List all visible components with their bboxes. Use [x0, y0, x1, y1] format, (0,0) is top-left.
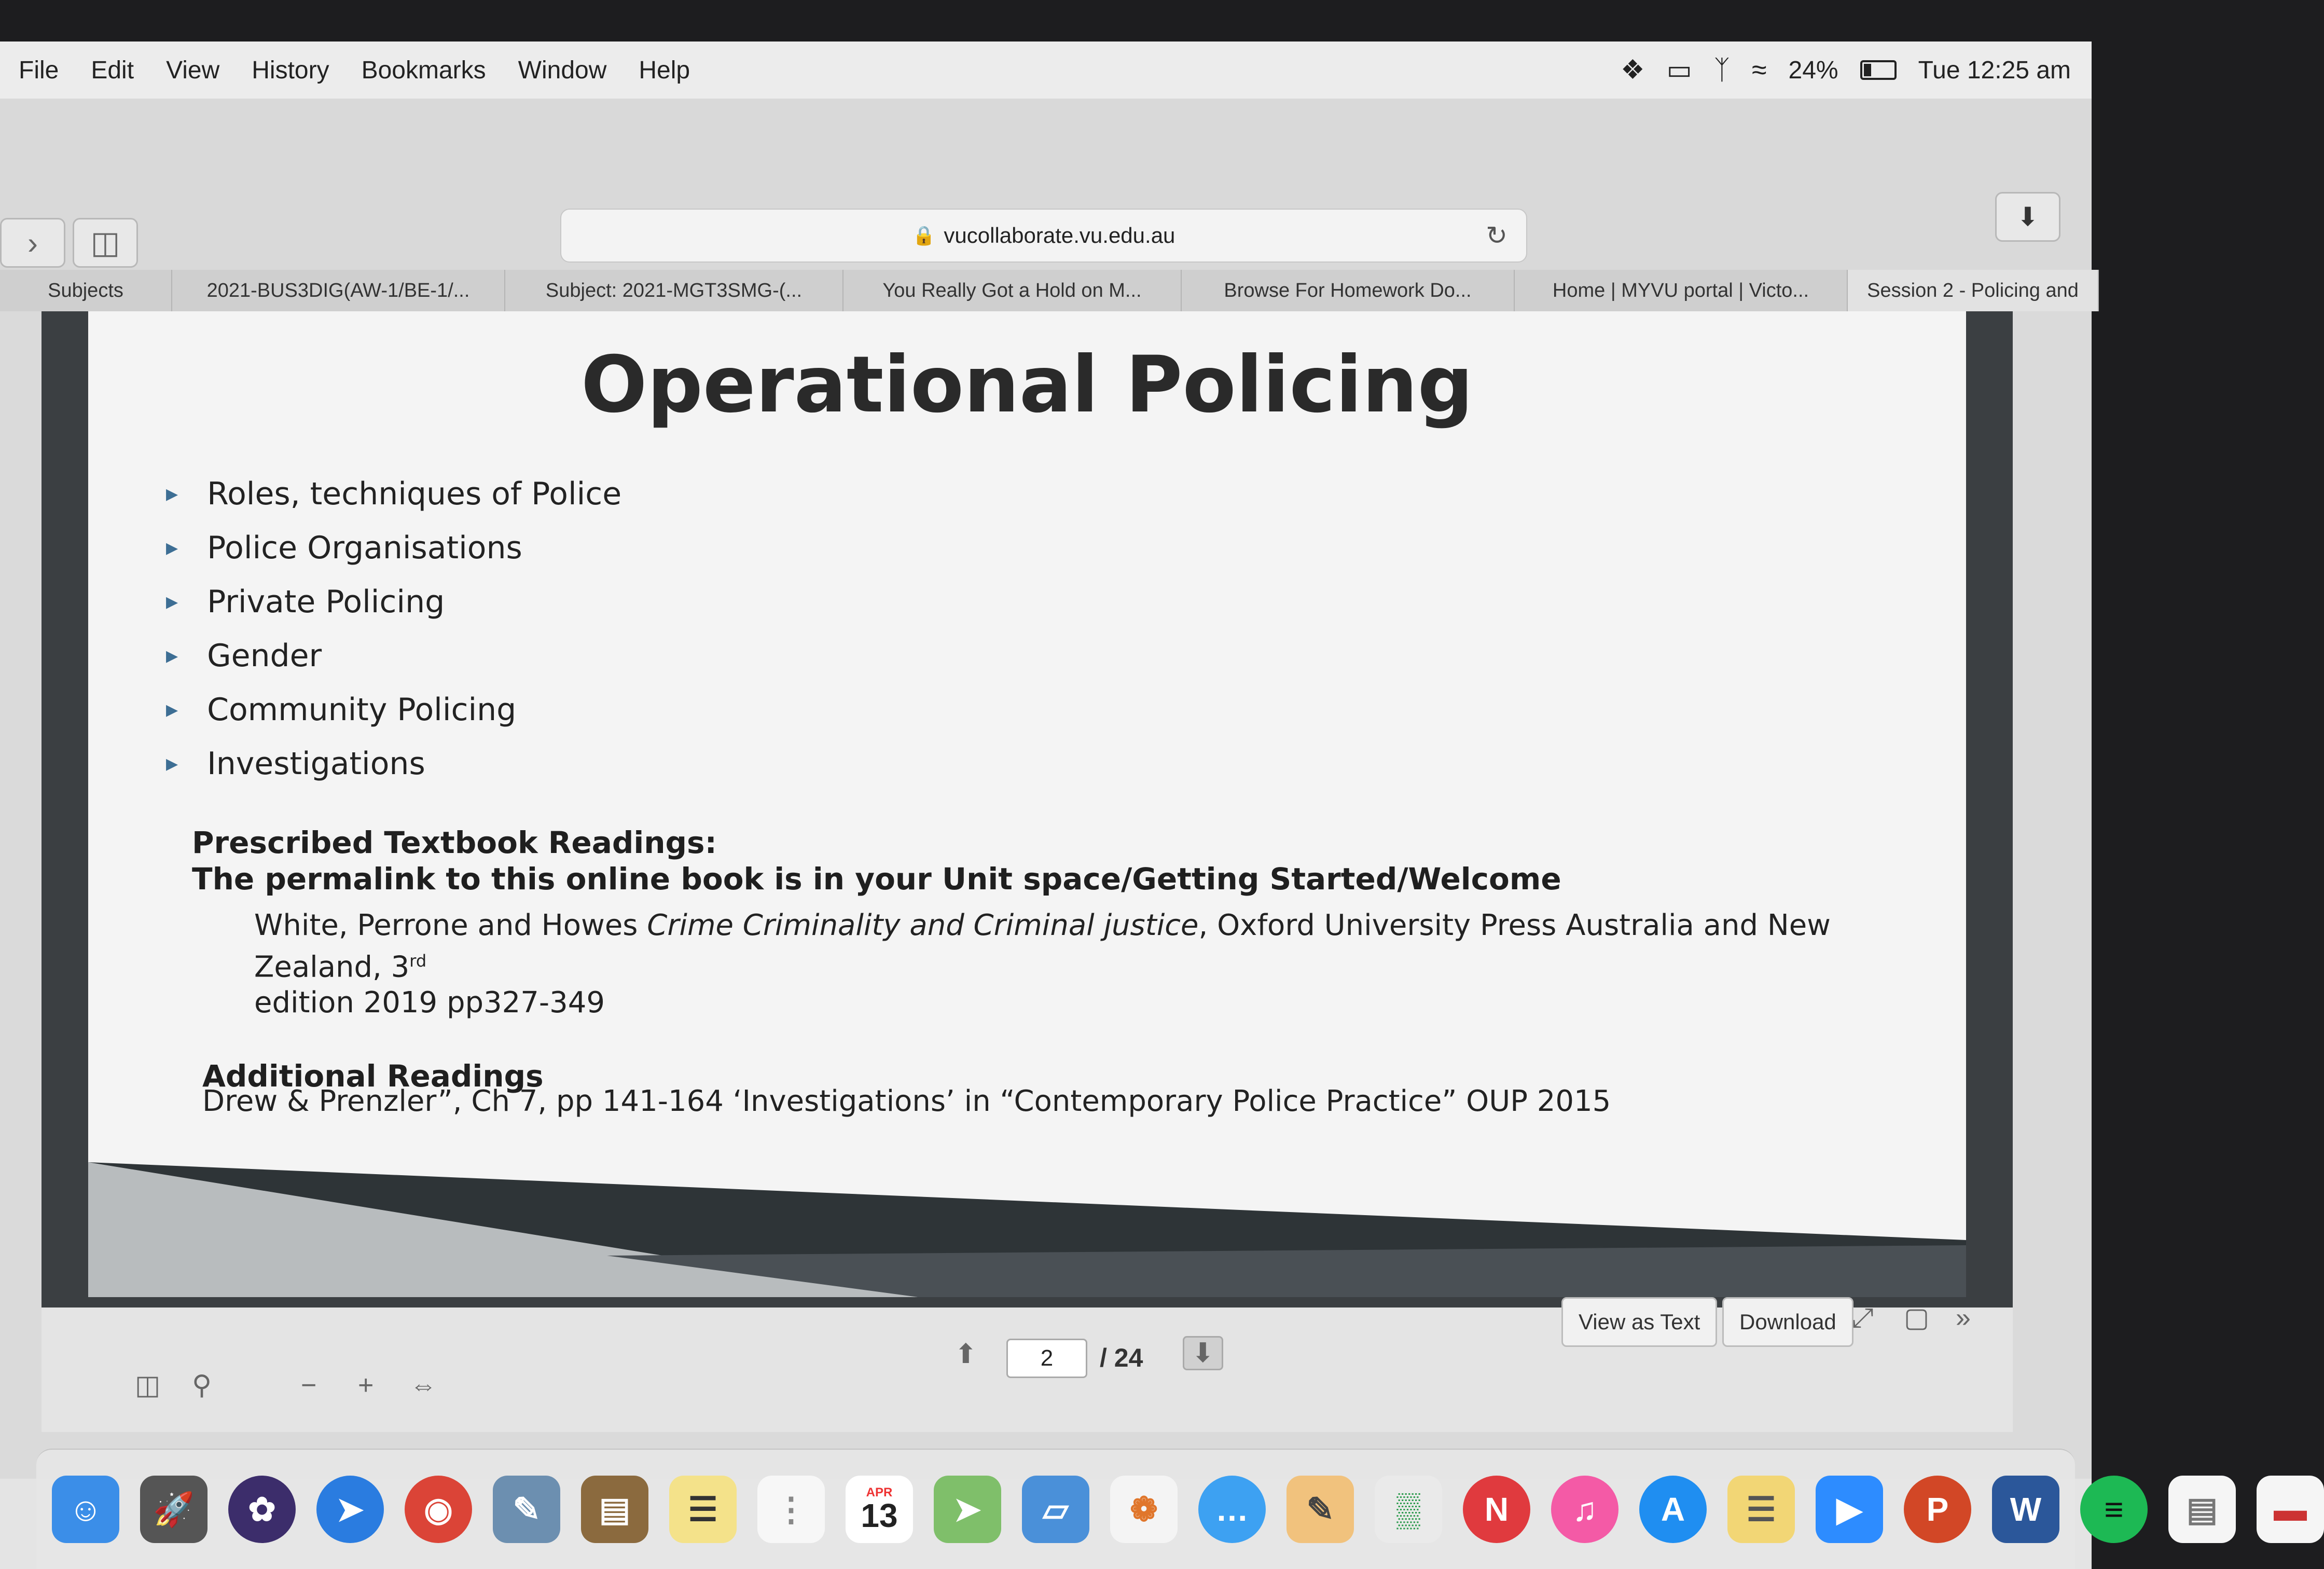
calendar-month: APR [866, 1485, 893, 1499]
bullet-triangle-icon: ▶ [166, 700, 178, 719]
downloads-button[interactable] [1995, 192, 2060, 242]
citation-superscript: rd [409, 951, 427, 971]
citation-edition: edition 2019 pp327-349 [254, 985, 605, 1020]
siri-icon[interactable]: ✿ [228, 1476, 296, 1543]
notes-icon[interactable]: ☰ [669, 1476, 737, 1543]
citation-publisher: , Oxford University Press Australia and New Zealand, 3 [254, 909, 1831, 984]
list-item [166, 737, 621, 791]
browser-toolbar [0, 99, 2092, 271]
list-item [166, 683, 621, 737]
powerpoint-icon[interactable]: P [1904, 1476, 1971, 1543]
music-icon[interactable]: ♫ [1551, 1476, 1619, 1543]
menu-history[interactable]: History [252, 56, 329, 84]
bullet-triangle-icon: ▶ [166, 485, 178, 503]
finder-icon[interactable]: ☺ [52, 1476, 119, 1543]
menu-file[interactable]: File [19, 56, 59, 84]
bullet-list [166, 467, 621, 791]
menu-view[interactable]: View [166, 56, 220, 84]
calendar-icon[interactable] [846, 1476, 913, 1543]
menu-window[interactable]: Window [518, 56, 607, 84]
tab-bar [0, 270, 2092, 312]
pdf-viewer [0, 311, 2092, 1479]
bullet-triangle-icon: ▶ [166, 593, 178, 611]
pdf-frame [42, 311, 2013, 1328]
menu-edit[interactable]: Edit [91, 56, 134, 84]
additional-heading: Additional Readings [202, 1058, 544, 1094]
clock[interactable]: Tue 12:25 am [1918, 56, 2071, 84]
bullet-text: Police Organisations [207, 530, 522, 566]
list-item [166, 467, 621, 521]
citation-authors: White, Perrone and Howes [254, 909, 638, 942]
word-icon[interactable]: W [1992, 1476, 2059, 1543]
page-total: / 24 [1100, 1343, 1143, 1372]
zoom-in-icon[interactable]: + [358, 1370, 374, 1400]
more-chevrons-icon[interactable]: » [1956, 1303, 1971, 1333]
tab-hold-on[interactable]: You Really Got a Hold on M... [843, 270, 1182, 311]
pages-icon[interactable]: ✎ [1286, 1476, 1354, 1543]
bullet-text: Private Policing [207, 584, 445, 620]
spotify-icon[interactable]: ≡ [2080, 1476, 2148, 1543]
numbers-icon[interactable]: ▒ [1375, 1476, 1442, 1543]
battery-icon[interactable] [1860, 60, 1897, 80]
list-item [166, 521, 621, 575]
lock-icon: 🔒 [912, 225, 936, 246]
keynote-icon[interactable]: ▱ [1022, 1476, 1089, 1543]
bullet-text: Roles, techniques of Police [207, 476, 622, 512]
menu-help[interactable]: Help [639, 56, 690, 84]
textbook-citation [254, 908, 1914, 1021]
additional-text: Drew & Prenzler”, Ch 7, pp 141-164 ‘Investigations’ in “Contemporary Police Practice” OUP 2015 [202, 1084, 1611, 1118]
citation-title: Crime Criminality and Criminal justice [647, 909, 1199, 942]
battery-percent: 24% [1788, 56, 1838, 84]
next-page-icon[interactable]: ⬇ [1183, 1336, 1223, 1370]
tab-myvu[interactable]: Home | MYVU portal | Victo... [1515, 270, 1848, 311]
sidebar-toggle-button[interactable] [73, 218, 138, 268]
menu-bar [0, 42, 2092, 99]
fullscreen-icon[interactable]: ⤢ [1852, 1303, 1874, 1333]
chevron-right-icon: › [27, 225, 38, 260]
app-menu [0, 56, 690, 85]
safari-icon[interactable]: ➤ [316, 1476, 384, 1543]
airplay-icon[interactable]: ▭ [1666, 55, 1692, 85]
previous-page-icon[interactable]: ⬆ [955, 1339, 977, 1369]
address-bar[interactable] [560, 209, 1527, 263]
search-icon[interactable]: ⚲ [192, 1370, 212, 1400]
permalink-heading: The permalink to this online book is in your Unit space/Getting Started/Welcome [192, 861, 1561, 897]
slide-title: Operational Policing [581, 340, 1473, 430]
list-item [166, 575, 621, 629]
reminders-icon[interactable]: ⋮ [757, 1476, 825, 1543]
slide-decoration [88, 1162, 1966, 1297]
sidebar-icon: ◫ [90, 225, 120, 260]
app-store-icon[interactable]: A [1639, 1476, 1707, 1543]
dropbox-icon[interactable]: ❖ [1621, 55, 1645, 85]
notebook-icon[interactable]: ▤ [581, 1476, 648, 1543]
zoom-out-icon[interactable]: − [301, 1370, 317, 1400]
bullet-triangle-icon: ▶ [166, 539, 178, 557]
tab-session-2[interactable]: Session 2 - Policing and [1848, 270, 2099, 311]
thumbnails-icon[interactable]: ◫ [135, 1370, 161, 1400]
url-text: vucollaborate.vu.edu.au [944, 223, 1175, 247]
preview-icon[interactable]: ✎ [493, 1476, 560, 1543]
calendar-day: 13 [861, 1497, 898, 1534]
download-icon: ⬇ [2017, 202, 2039, 231]
prescribed-heading: Prescribed Textbook Readings: [192, 825, 717, 860]
view-as-text-button[interactable]: View as Text [1561, 1297, 1717, 1347]
document-icon[interactable]: ▢ [1904, 1303, 1930, 1333]
tab-subjects[interactable]: Subjects [0, 270, 172, 311]
news-icon[interactable]: N [1463, 1476, 1530, 1543]
bullet-triangle-icon: ▶ [166, 754, 178, 773]
stickies-icon[interactable]: ☰ [1727, 1476, 1795, 1543]
tab-bus3dig[interactable]: 2021-BUS3DIG(AW-1/BE-1/... [172, 270, 505, 311]
messages-icon[interactable]: … [1198, 1476, 1266, 1543]
bullet-text: Gender [207, 638, 322, 674]
dock [36, 1449, 2307, 1569]
reload-icon[interactable]: ↻ [1486, 221, 1507, 250]
bullet-text: Community Policing [207, 692, 517, 728]
wifi-icon[interactable]: ≈ [1751, 55, 1767, 85]
menu-bookmarks[interactable]: Bookmarks [361, 56, 486, 84]
chrome-icon[interactable]: ◉ [405, 1476, 472, 1543]
status-area [1621, 54, 2092, 86]
viewer-controls [42, 1303, 2013, 1432]
launchpad-icon[interactable]: 🚀 [140, 1476, 208, 1543]
photos-icon[interactable]: ❁ [1110, 1476, 1178, 1543]
page-number-input[interactable]: 2 [1006, 1339, 1087, 1378]
maps-icon[interactable]: ➤ [934, 1476, 1001, 1543]
list-item [166, 629, 621, 683]
forward-button[interactable] [0, 218, 65, 268]
bluetooth-icon[interactable]: ᛉ [1713, 55, 1730, 85]
download-button[interactable]: Download [1722, 1297, 1853, 1347]
screen [0, 42, 2307, 1569]
tab-homework[interactable]: Browse For Homework Do... [1182, 270, 1515, 311]
document-stack-icon[interactable]: ▤ [2168, 1476, 2236, 1543]
slide [88, 311, 1966, 1297]
bullet-triangle-icon: ▶ [166, 646, 178, 665]
tab-mgt3smg[interactable]: Subject: 2021-MGT3SMG-(... [505, 270, 843, 311]
downloads-stack-icon[interactable]: ▬ [2257, 1476, 2324, 1543]
zoom-icon[interactable]: ▶ [1816, 1476, 1883, 1543]
bullet-text: Investigations [207, 746, 425, 782]
fit-width-icon[interactable]: ⇔ [410, 1370, 437, 1400]
